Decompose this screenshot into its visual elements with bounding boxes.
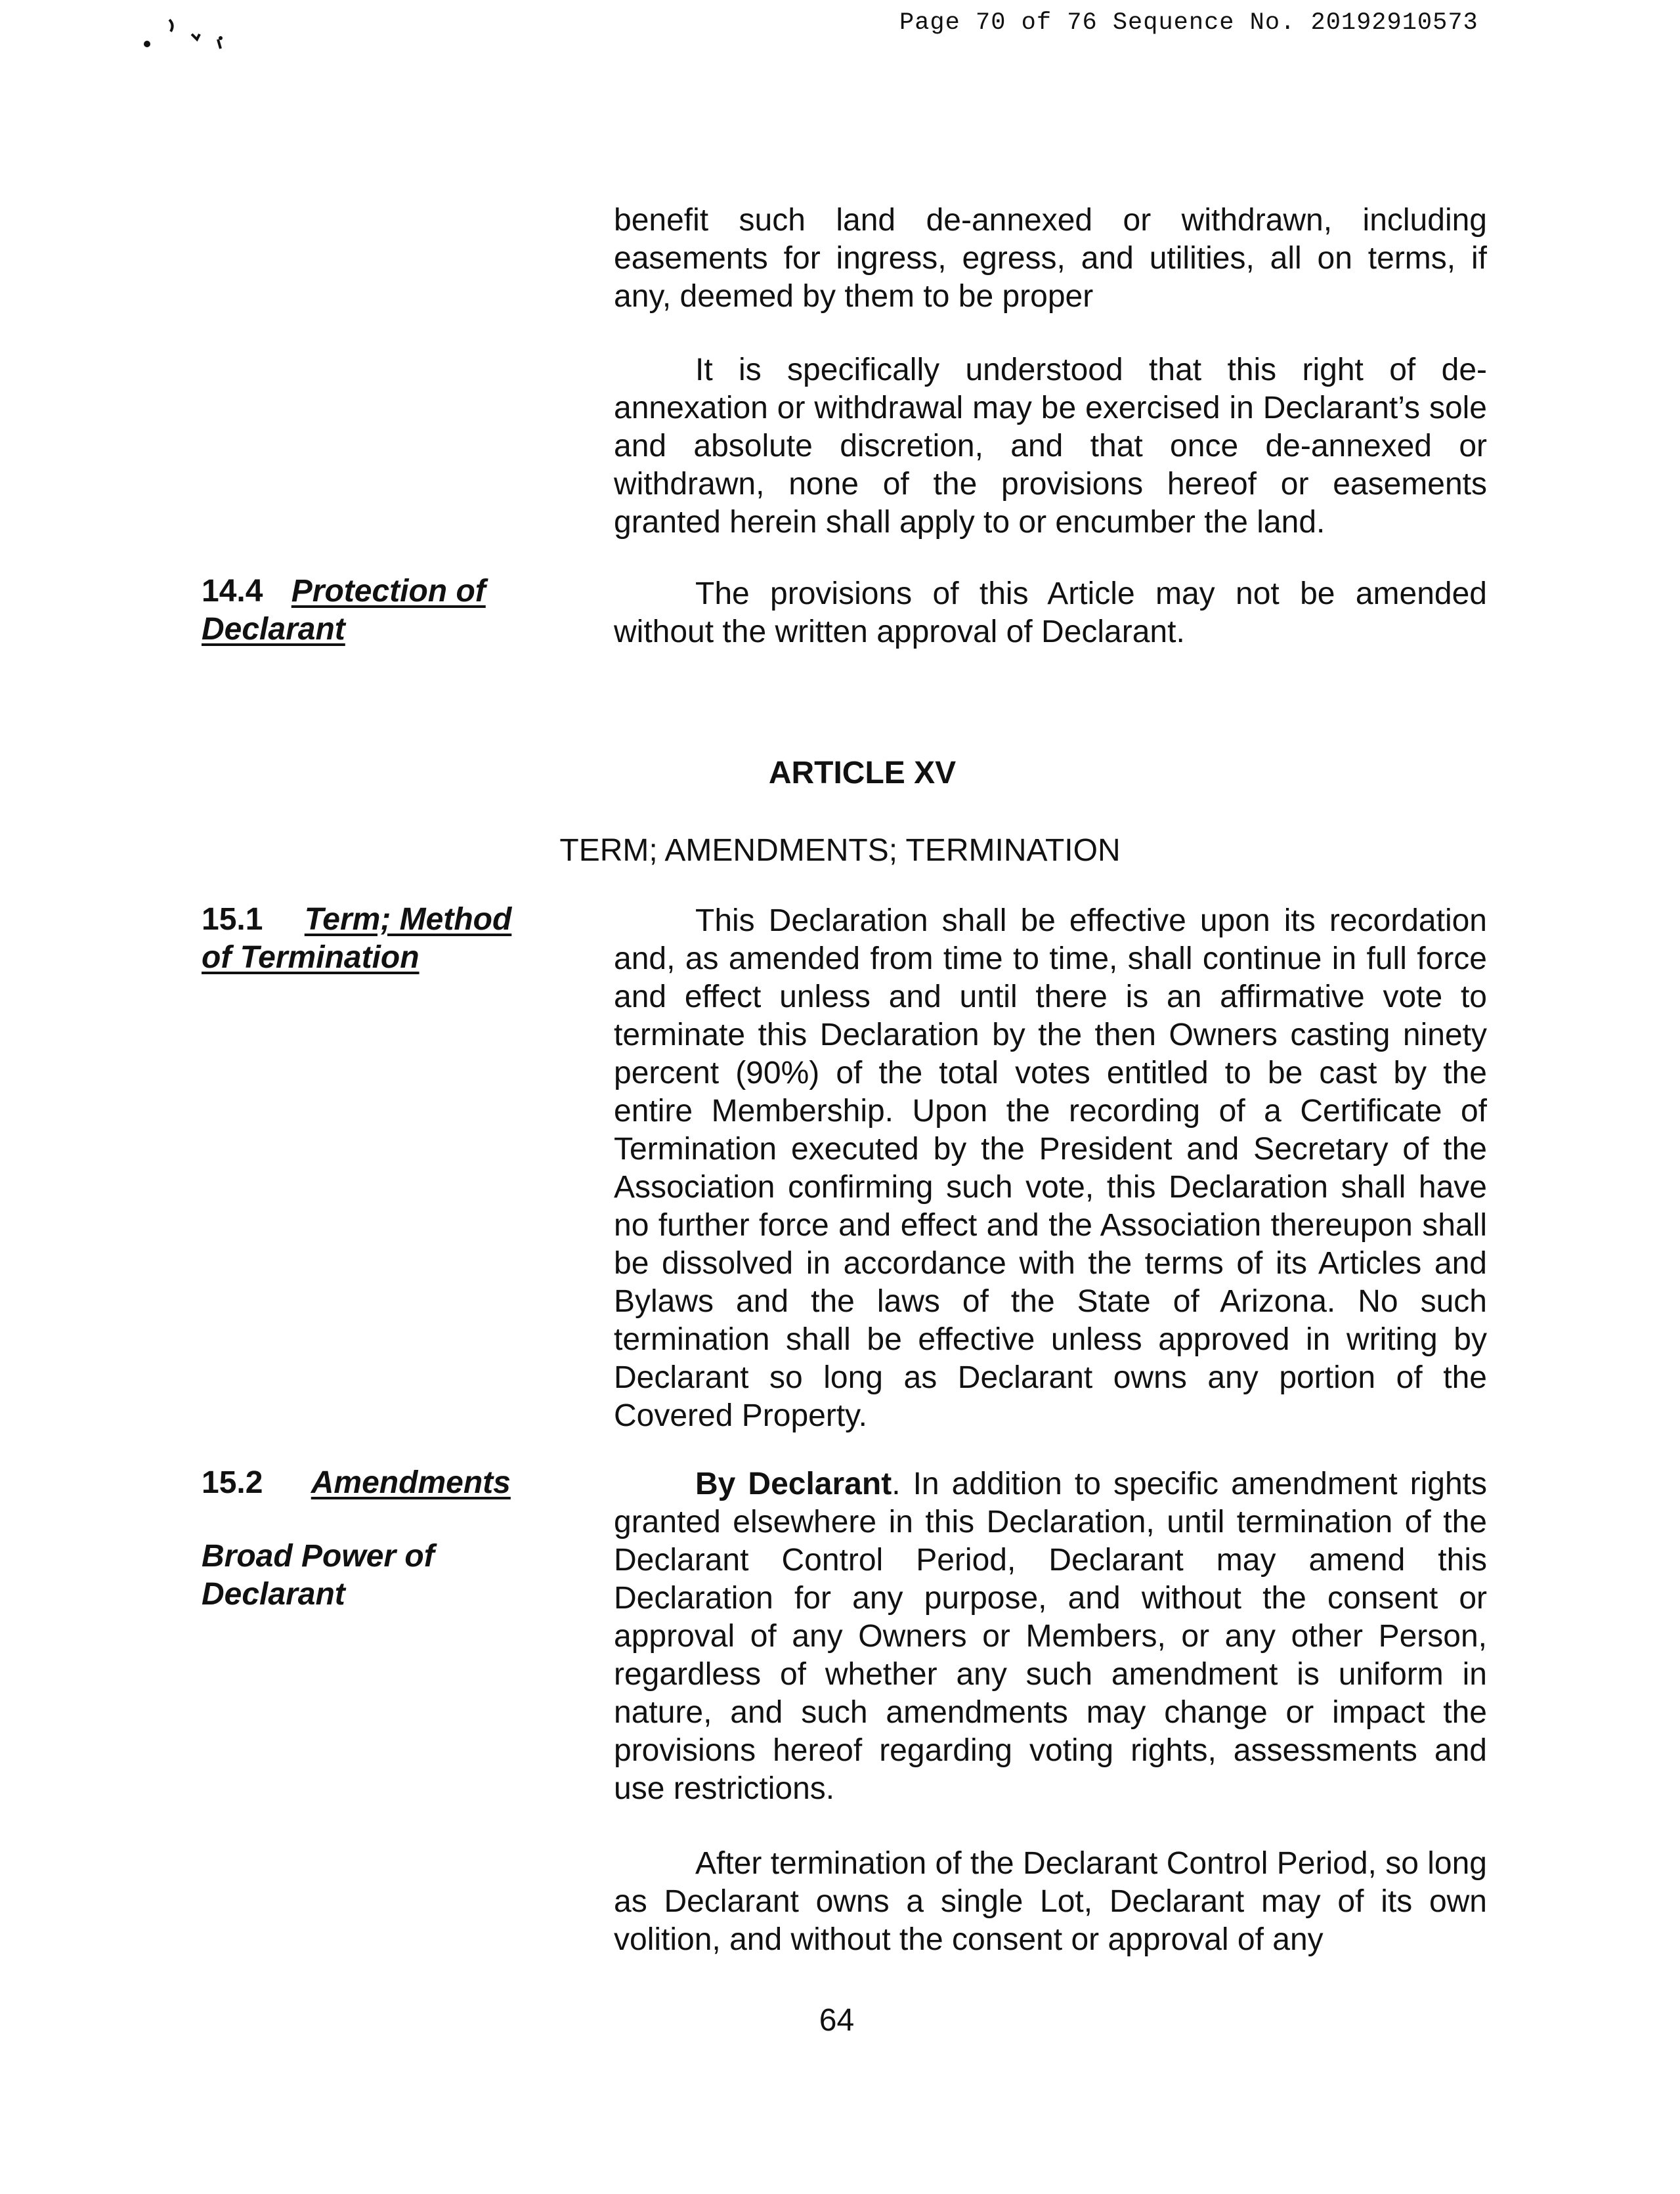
paragraph-lead-in: By Declarant — [695, 1467, 892, 1501]
section-title: Protection of Declarant — [202, 574, 486, 647]
section-number: 15.2 — [202, 1465, 263, 1500]
article-heading: ARTICLE XV — [768, 756, 957, 790]
page-header: Page 70 of 76 Sequence No. 20192910573 — [899, 9, 1478, 37]
section-15-1-heading — [202, 901, 543, 977]
section-15-2-heading — [202, 1464, 543, 1502]
section-15-2-paragraph — [614, 1465, 1487, 1808]
paragraph-text: . In addition to specific amendment rights granted elsewhere in this Declaration, until termination of the Declarant Control Period, Declarant may amend this Declaration for any purpose, and without the consent or approval of any Owners or Members, or any other Person, regardless of whether any such amendment is uniform in nature, and such amendments may change or impact the provisions hereof regarding voting rights, assessments and use restrictions. — [614, 1467, 1487, 1806]
section-14-4-heading — [202, 572, 543, 649]
section-subtitle: Broad Power of Declarant — [202, 1539, 435, 1612]
section-number: 14.4 — [202, 574, 263, 609]
section-14-4-paragraph: The provisions of this Article may not be amended without the written approval of Declarant. — [614, 576, 1487, 649]
section-14-3-deannexation-paragraph: It is specifically understood that this right of de-annexation or withdrawal may be exercised in Declarant’s sole and absolute discretion, and that once de-annexed or withdrawn, none of the provisions hereof or easements granted herein shall apply to or encumber the land. — [614, 353, 1487, 540]
page-number: 64 — [819, 2003, 855, 2038]
section-15-2-subheading — [202, 1538, 477, 1614]
scan-speck-marks — [131, 8, 236, 54]
section-number: 15.1 — [202, 902, 263, 937]
section-15-1-paragraph: This Declaration shall be effective upon its recordation and, as amended from time to time, shall continue in full force and effect unless and until there is an affirmative vote to terminate this Declaration by the then Owners casting ninety percent (90%) of the total votes entitled to be cast by the entire Membership. Upon the recording of a Certificate of Termination executed by the President and Secretary of the Association confirming such vote, this Declaration shall have no further force and effect and the Association thereupon shall be dissolved in accordance with the terms of its Articles and Bylaws and the laws of the State of Arizona. No such termination shall be effective unless approved in writing by Declarant so long as Declarant owns any portion of the Covered Property. — [614, 903, 1487, 1433]
section-15-2-second-paragraph: After termination of the Declarant Control Period, so long as Declarant owns a single Lot, Declarant may of its own volition, and without the consent or approval of any — [614, 1846, 1487, 1957]
section-title: Term; Method of Termination — [202, 902, 512, 975]
article-subtitle: TERM; AMENDMENTS; TERMINATION — [559, 833, 1121, 868]
section-title: Amendments — [311, 1465, 511, 1500]
section-14-3-continuation-paragraph: benefit such land de-annexed or withdrawn, including easements for ingress, egress, and utilities, all on terms, if any, deemed by them to be proper — [614, 203, 1487, 314]
